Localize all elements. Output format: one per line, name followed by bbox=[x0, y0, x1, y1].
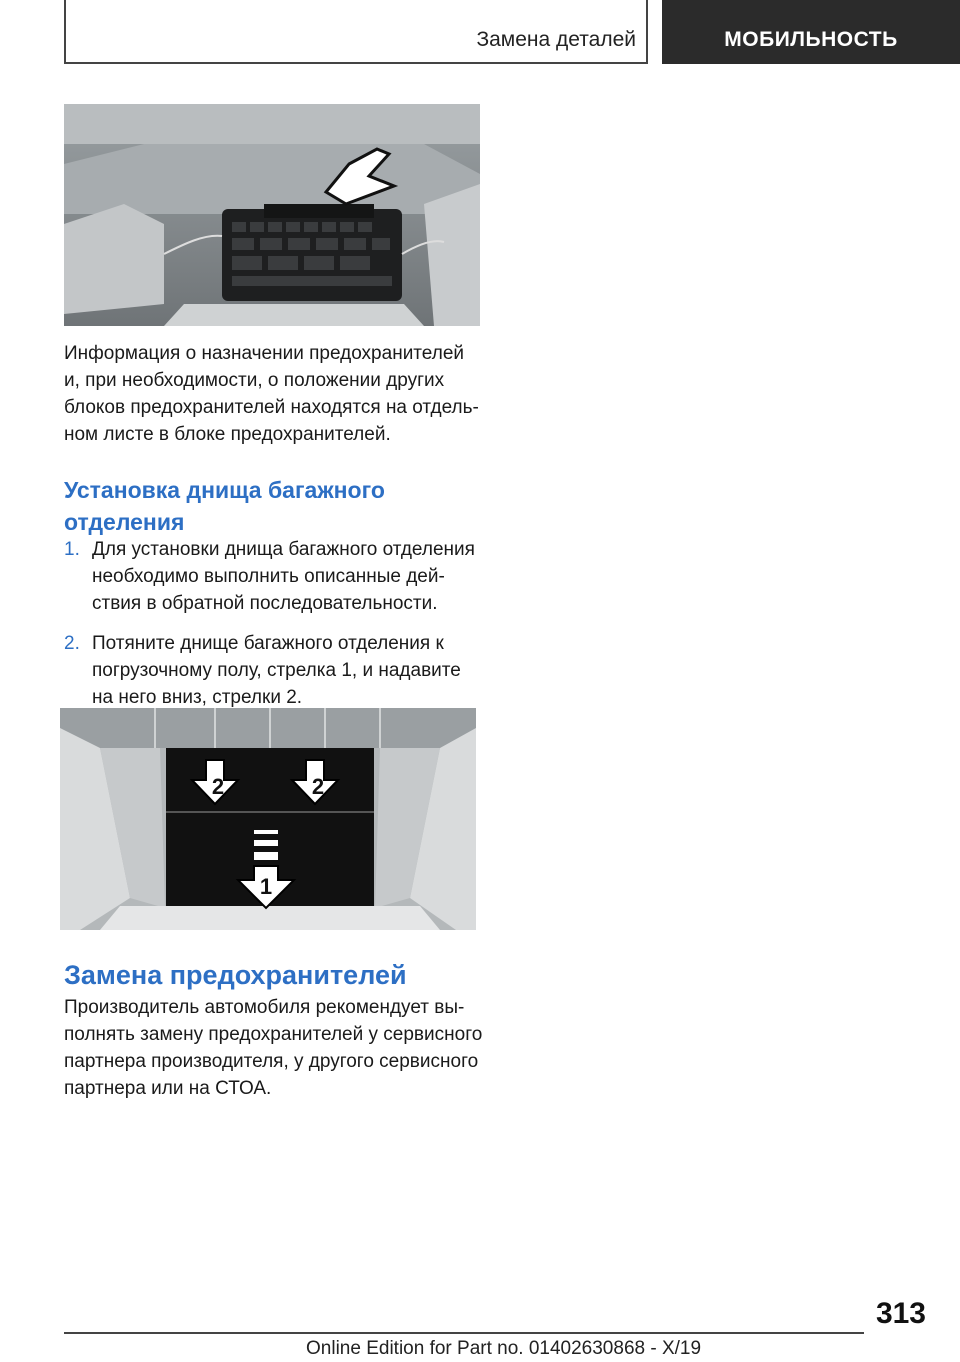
step-text: Потяните днище багажного отделения к погрузочному полу, стрелка 1, и надавите на него вниз, стрелки 2. bbox=[92, 633, 461, 708]
fuse-section-title: Замена предохранителей bbox=[64, 960, 407, 990]
step-number: 2. bbox=[64, 633, 80, 654]
intro-paragraph: Информация о назначении предохранителей и, при необходимости, о положении других блоков предохранителей находятся на отдельном листе в блоке предохранителей. bbox=[64, 343, 479, 445]
arrow-label-right: 2 bbox=[311, 774, 325, 799]
install-section-title: Установка днища багажного отделения bbox=[64, 477, 385, 535]
footer-edition: Online Edition for Part no. 01402630868 - X/19 bbox=[306, 1338, 702, 1359]
arrow-label-bottom: 1 bbox=[259, 874, 273, 899]
list-item bbox=[64, 630, 484, 711]
install-steps-list bbox=[64, 536, 484, 724]
page-number: 313 bbox=[875, 1297, 926, 1330]
fuse-paragraph: Производитель автомобиля рекомендует выполнять замену предохранителей у сервисного партнера производителя, у другого сервисного партнера или на СТОА. bbox=[64, 997, 483, 1099]
list-item bbox=[64, 536, 484, 617]
header-section-title: Замена деталей bbox=[476, 28, 636, 51]
arrow-label-left: 2 bbox=[211, 774, 225, 799]
step-text: Для установки днища багажного отделения необходимо выполнить описанные действия в обратной последовательности. bbox=[92, 539, 475, 614]
header-chapter-tab: МОБИЛЬНОСТЬ bbox=[662, 0, 960, 64]
footer-divider bbox=[64, 1332, 864, 1334]
luggage-floor-photo bbox=[60, 708, 476, 930]
step-number: 1. bbox=[64, 539, 80, 560]
fuse-box-photo bbox=[64, 104, 480, 326]
